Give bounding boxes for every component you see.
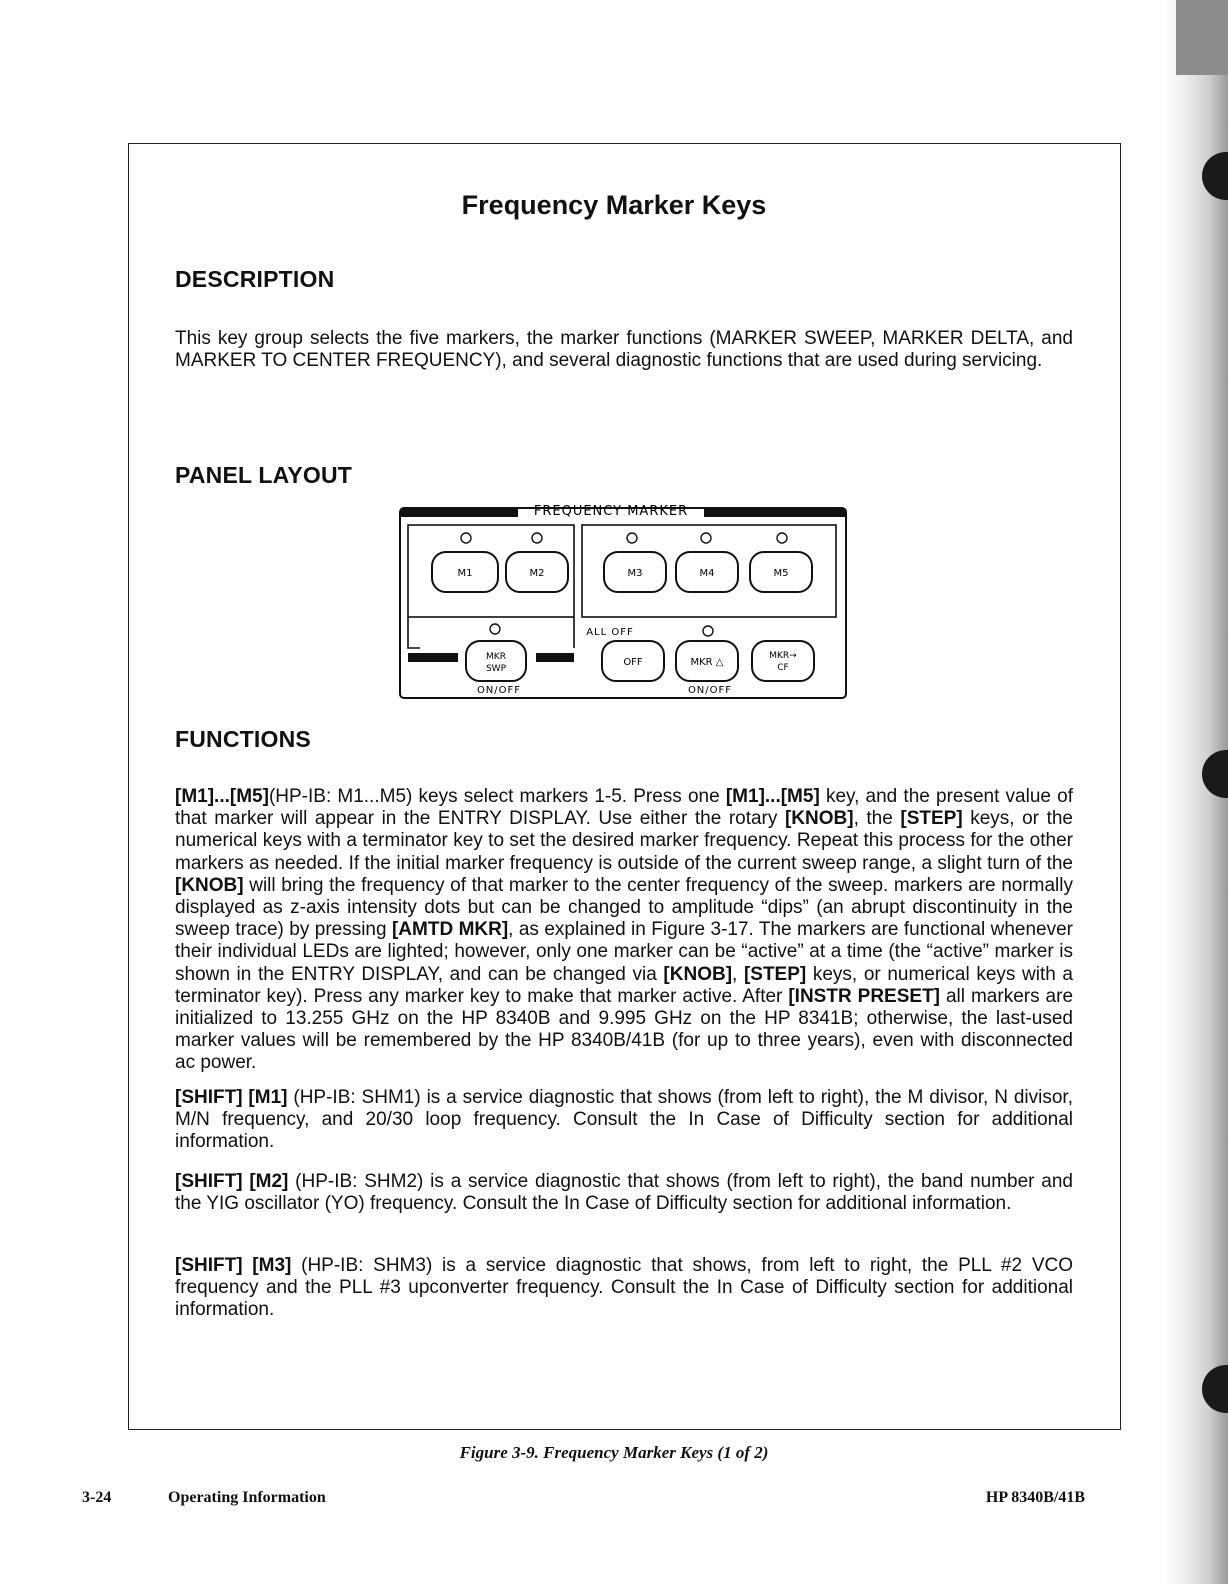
m3-key-label: M3: [627, 568, 643, 579]
off-key-label: OFF: [623, 657, 643, 668]
panel-bar-right: [704, 507, 846, 517]
key-m1-m5: [M1]...[M5]: [175, 786, 269, 807]
mkr-swp-key[interactable]: [466, 641, 526, 681]
swp-bracket-left: [408, 617, 420, 648]
m4-key[interactable]: [676, 552, 738, 592]
text-span: (HP-IB: SHM2) is a service diagnostic that shows (from left to right), the band number and the YIG oscillator (YO) frequency. Consult the In Case of Difficulty section for additional information.: [175, 1171, 1073, 1215]
m4-led: [701, 533, 711, 543]
m5-key-label: M5: [773, 568, 789, 579]
footer-section: Operating Information: [168, 1489, 326, 1506]
mkr-swp-led: [490, 624, 500, 634]
mkr-swp-on-off-label: ON/OFF: [476, 685, 522, 696]
text-span: keys, or numerical keys with a terminator key). Press any marker key to make that marker active. After: [175, 963, 1073, 1007]
m1-key-label: M1: [457, 568, 473, 579]
mkr-cf-key[interactable]: [752, 641, 814, 681]
footer-page-number: 3-24: [82, 1489, 112, 1506]
key-instr-preset: [INSTR PRESET]: [788, 985, 941, 1007]
m5-key[interactable]: [750, 552, 812, 592]
text-span: , as explained in Figure 3-17. The markers are functional whenever their individual LEDs are lighted; however, only one marker can be “active” at a time (the “active” marker is shown in the ENTRY DISPLAY, and can be changed via: [175, 919, 1073, 985]
frequency-marker-panel-diagram: [396, 500, 850, 704]
mkr-delta-key[interactable]: [676, 641, 738, 681]
off-key[interactable]: [602, 641, 664, 681]
key-step: [STEP]: [900, 808, 963, 830]
key-knob: [KNOB]: [663, 963, 733, 985]
m5-led: [777, 533, 787, 543]
text-span: (HP-IB: SHM3) is a service diagnostic that shows, from left to right, the PLL #2 VCO frequency and the PLL #3 upconverter frequency. Consult the In Case of Difficulty section for additional information.: [175, 1255, 1073, 1321]
description-text: This key group selects the five markers, the marker functions (MARKER SWEEP, MARKER DELTA, and MARKER TO CENTER FREQUENCY), and several diagnostic functions that are used during servicing.: [175, 328, 1073, 372]
key-shift-m1: [SHIFT] [M1]: [175, 1087, 288, 1108]
mkr-cf-key-label-1: MKR→: [769, 651, 797, 661]
key-amtd-mkr: [AMTD MKR]: [391, 919, 509, 941]
m1-led: [461, 533, 471, 543]
text-span: (HP-IB: SHM1) is a service diagnostic that shows (from left to right), the M divisor, N divisor, M/N frequency, and 20/30 loop frequency. Consult the In Case of Difficulty section for additional information.: [175, 1087, 1073, 1153]
text-span: all markers are initialized to 13.255 GHz on the HP 8340B and 9.995 GHz on the HP 8341B; otherwise, the last-used marker values will be remembered by the HP 8340B/41B (for up to three years), even with disconnected ac power.: [175, 985, 1074, 1074]
m2-key[interactable]: [506, 552, 568, 592]
mkr-cf-key-label-2: CF: [777, 663, 789, 673]
key-knob: [KNOB]: [784, 808, 854, 830]
text-span: keys, or the numerical keys with a terminator key to set the desired marker frequency. Repeat this process for the other markers as needed. If the initial marker frequency is outside of the current sweep range, a slight turn of the: [175, 808, 1073, 874]
m1-key[interactable]: [432, 552, 498, 592]
description-heading: DESCRIPTION: [175, 266, 335, 292]
key-step: [STEP]: [743, 963, 807, 985]
key-shift-m2: [SHIFT] [M2]: [175, 1171, 289, 1192]
text-span: (HP-IB: M1...M5) keys select markers 1-5. Press one: [268, 786, 726, 807]
text-span: will bring the frequency of that marker to the center frequency of the sweep. markers are normally displayed as z-axis intensity dots but can be changed to amplitude “dips” (an abrupt discontinuity in the sweep trace) by pressing: [175, 874, 1073, 941]
panel-title: FREQUENCY MARKER: [533, 504, 689, 519]
m2-key-label: M2: [529, 568, 545, 579]
mkr-delta-on-off-label: ON/OFF: [687, 685, 733, 696]
panel-layout-heading: PANEL LAYOUT: [175, 462, 353, 488]
mkr-swp-key-label-1: MKR: [486, 652, 506, 662]
text-span: key, and the present value of that marker will appear in the ENTRY DISPLAY. Use either the rotary: [175, 786, 1073, 830]
mkr-delta-led: [703, 626, 713, 636]
swp-bar-left: [408, 653, 458, 662]
key-shift-m3: [SHIFT] [M3]: [175, 1255, 292, 1276]
all-off-label: ALL OFF: [586, 627, 634, 638]
text-span: ,: [732, 963, 744, 985]
functions-paragraph-shift-m1: [175, 1087, 1073, 1154]
panel-bar-left: [400, 507, 518, 517]
m2-led: [532, 533, 542, 543]
key-knob: [KNOB]: [175, 874, 244, 896]
text-span: , the: [853, 808, 901, 830]
functions-paragraph-shift-m2: [175, 1171, 1073, 1215]
mkr-swp-key-label-2: SWP: [485, 664, 507, 674]
m3-key[interactable]: [604, 552, 666, 592]
footer-model: HP 8340B/41B: [985, 1489, 1085, 1506]
m3-led: [627, 533, 637, 543]
page-title: Frequency Marker Keys: [461, 190, 767, 220]
swp-bar-right: [536, 653, 574, 662]
mkr-delta-key-label: MKR △: [690, 657, 724, 668]
key-m1-m5: [M1]...[M5]: [725, 786, 820, 807]
m4-key-label: M4: [699, 568, 715, 579]
functions-heading: FUNCTIONS: [175, 726, 311, 752]
functions-paragraph-shift-m3: [175, 1255, 1073, 1322]
scanned-page-corner: [1176, 0, 1228, 75]
figure-caption: Figure 3-9. Frequency Marker Keys (1 of 2): [459, 1443, 769, 1462]
functions-paragraph-markers: [175, 786, 1073, 1075]
